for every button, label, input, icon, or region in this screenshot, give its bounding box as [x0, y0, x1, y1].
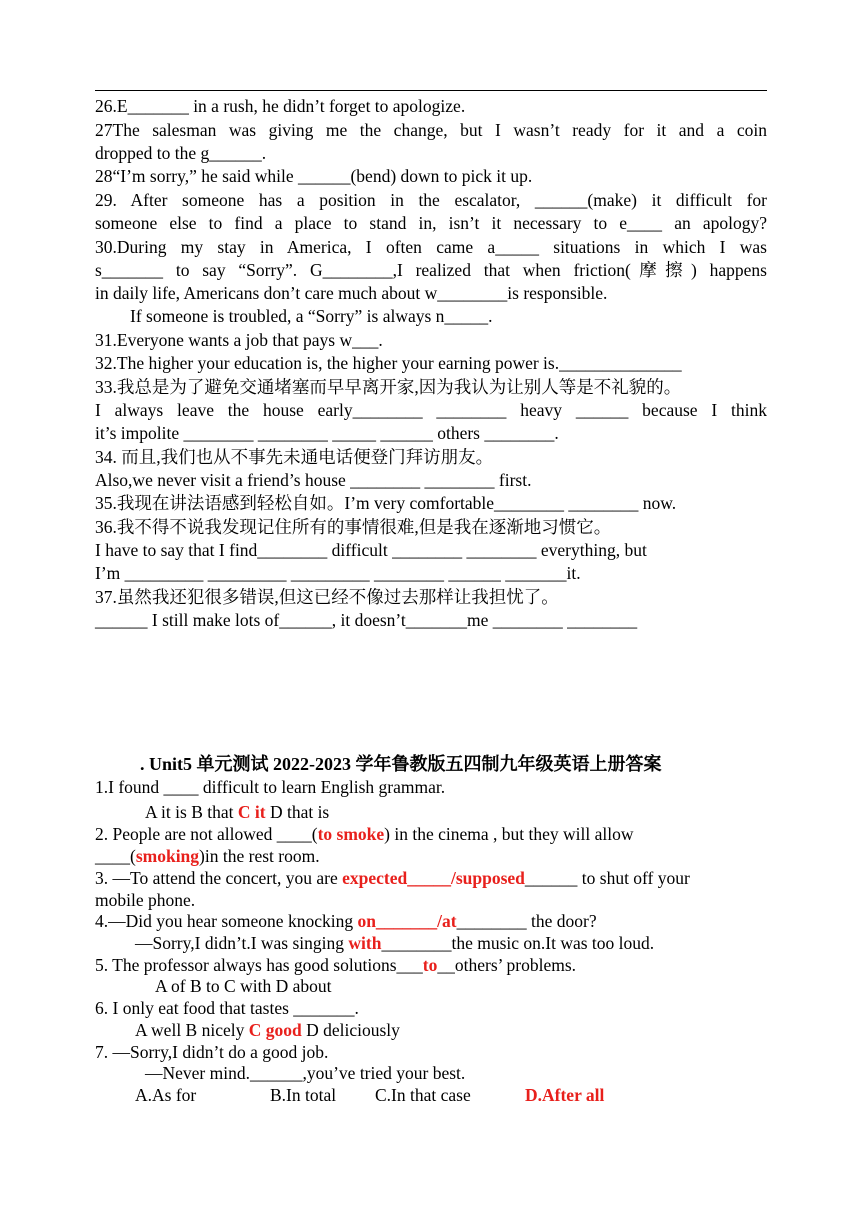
q29-line-1: 29. After someone has a position in the escalator, ______(make) it difficult for [95, 190, 767, 210]
a3-answer: expected_____/supposed [342, 868, 525, 888]
a5-options: A of B to C with D about [155, 976, 332, 996]
a4-text-b: ________ the door? [456, 911, 597, 931]
a5-line [95, 954, 767, 976]
a6-options-d: D deliciously [301, 1020, 400, 1040]
a1-question: 1.I found ____ difficult to learn English grammar. [95, 777, 446, 797]
a5-answer: to [422, 955, 438, 975]
a2-text-a: 2. People are not allowed ____( [95, 824, 318, 844]
a4-answer-1: on_______/at [357, 911, 457, 931]
a4-text-a: 4.—Did you hear someone knocking [95, 911, 358, 931]
q36-chinese-line: 36.我不得不说我发现记住所有的事情很难,但是我在逐渐地习惯它。 [95, 517, 612, 537]
a2-line-2 [95, 845, 767, 867]
a4-line-1 [95, 910, 767, 932]
q34-line: Also,we never visit a friend’s house ________ ________ first. [95, 470, 532, 490]
a4-answer-2: with [348, 933, 382, 953]
q35-line: 35.我现在讲法语感到轻松自如。I’m very comfortable________ ________ now. [95, 493, 677, 513]
a2-line-1 [95, 823, 767, 845]
a3-line-1 [95, 867, 767, 889]
a7-option-b: B.In total [270, 1085, 337, 1105]
a4-line-2 [135, 932, 775, 954]
a6-answer: C good [248, 1020, 302, 1040]
q31-line: 31.Everyone wants a job that pays w___. [95, 330, 383, 350]
a2-text-c: ____( [95, 846, 136, 866]
a3-line-2: mobile phone. [95, 890, 196, 910]
q27-line-2: dropped to the g______. [95, 143, 267, 163]
a5-text-a: 5. The professor always has good solutions___ [95, 955, 423, 975]
a1-options-ab: A it is B that [145, 802, 238, 822]
a5-text-b: __others’ problems. [437, 955, 577, 975]
q30-line-2: s_______ to say “Sorry”. G________,I realized that when friction(摩擦) happens [95, 260, 767, 280]
a4-text-c: —Sorry,I didn’t.I was singing [135, 933, 349, 953]
a1-answer: C it [237, 802, 266, 822]
a7-line-2: —Never mind.______,you’ve tried your best. [145, 1063, 466, 1083]
q36-line-1: I have to say that I find________ difficult ________ ________ everything, but [95, 540, 647, 560]
a2-answer-1: to smoke [317, 824, 385, 844]
q27-line-1: 27The salesman was giving me the change, but I wasn’t ready for it and a coin [95, 120, 767, 140]
q29-line-2: someone else to find a place to stand in, isn’t it necessary to e____ an apology? [95, 213, 767, 233]
a2-answer-2: smoking [135, 846, 200, 866]
q34-chinese-line: 34. 而且,我们也从不事先未通电话便登门拜访朋友。 [95, 447, 494, 467]
a7-option-c: C.In that case [375, 1085, 471, 1105]
a1-options-d: D that is [265, 802, 330, 822]
q32-line: 32.The higher your education is, the higher your earning power is.______________ [95, 353, 682, 373]
q37-line: ______ I still make lots of______, it doesn’t_______me ________ ________ [95, 610, 638, 630]
a6-options-ab: A well B nicely [135, 1020, 249, 1040]
a2-text-b: ) in the cinema , but they will allow [384, 824, 634, 844]
a7-question: 7. —Sorry,I didn’t do a good job. [95, 1042, 329, 1062]
q28-line: 28“I’m sorry,” he said while ______(bend) down to pick it up. [95, 166, 533, 186]
a7-answer: D.After all [525, 1085, 605, 1105]
q36-line-2: I’m _________ _________ _________ ________ ______ _______it. [95, 563, 581, 583]
q33-line-2: it’s impolite ________ ________ _____ ______ others ________. [95, 423, 559, 443]
a1-options [145, 801, 645, 823]
q33-chinese-line: 33.我总是为了避免交通堵塞而早早离开家,因为我认为让别人等是不礼貌的。 [95, 377, 682, 397]
q26-line: 26.E_______ in a rush, he didn’t forget to apologize. [95, 96, 466, 116]
a3-text-b: ______ to shut off your [524, 868, 690, 888]
a4-text-d: ________the music on.It was too loud. [381, 933, 655, 953]
q37-chinese-line: 37.虽然我还犯很多错误,但这已经不像过去那样让我担忧了。 [95, 587, 559, 607]
q30-line-1: 30.During my stay in America, I often came a_____ situations in which I was [95, 237, 767, 257]
a6-question: 6. I only eat food that tastes _______. [95, 998, 359, 1018]
top-divider-rule [95, 90, 767, 91]
q30-line-3: in daily life, Americans don’t care much about w________is responsible. [95, 283, 608, 303]
a3-text-a: 3. —To attend the concert, you are [95, 868, 343, 888]
a2-text-d: )in the rest room. [199, 846, 320, 866]
a6-options [135, 1019, 635, 1041]
q30-line-4: If someone is troubled, a “Sorry” is always n_____. [130, 306, 493, 326]
answers-title: . Unit5 单元测试 2022-2023 学年鲁教版五四制九年级英语上册答案 [140, 754, 662, 774]
q33-line-1: I always leave the house early________ ________ heavy ______ because I think [95, 400, 767, 420]
a7-option-a: A.As for [135, 1085, 197, 1105]
